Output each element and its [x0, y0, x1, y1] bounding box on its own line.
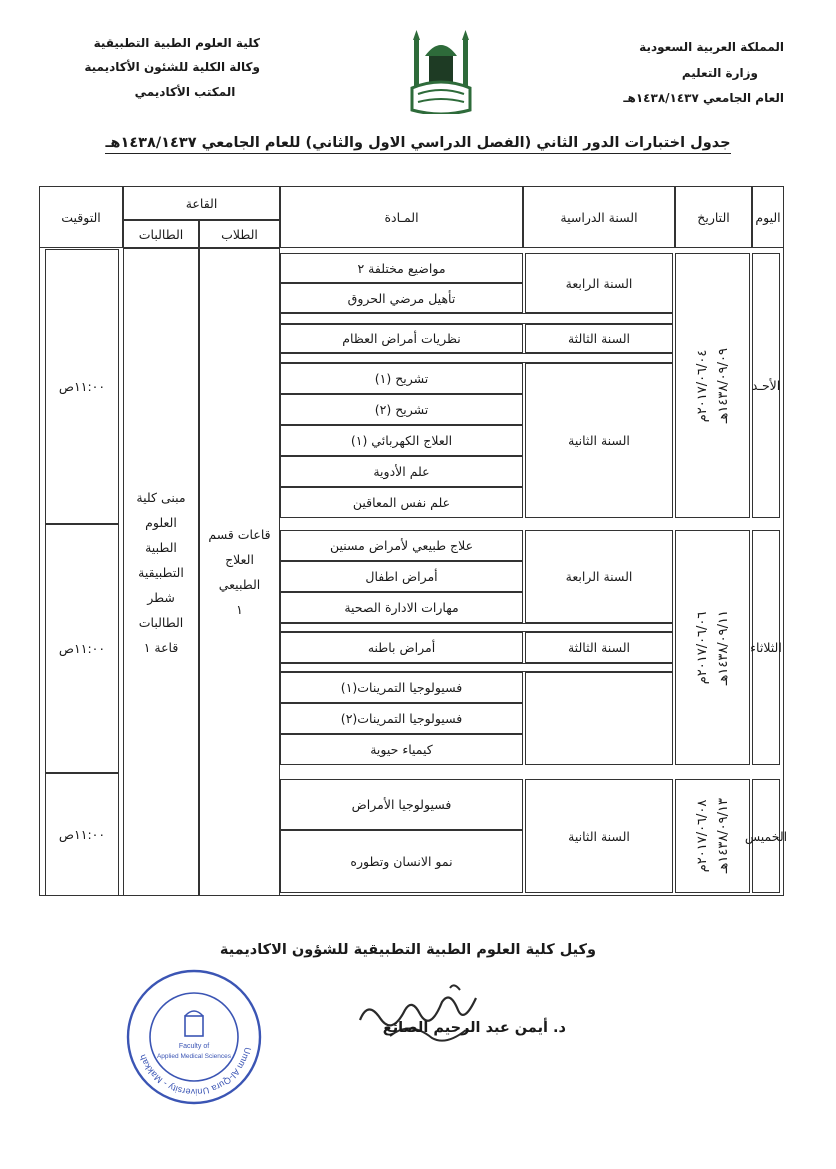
- date-cell: [675, 779, 750, 893]
- spacer-row: [280, 353, 673, 363]
- date-hijri: ١٤٣٨/٠٩/١١هـ: [715, 609, 731, 686]
- exam-time: ١١:٠٠ص: [58, 641, 106, 656]
- date-gregorian: ٢٠١٧/٠٦/٠٦م: [694, 611, 710, 684]
- date-hijri: ١٤٣٨/٠٩/١٣هـ: [715, 798, 731, 874]
- header-year: [523, 186, 675, 248]
- header-female-label: الطالبات: [138, 226, 184, 242]
- date-gregorian: ٢٠١٧/٠٦/٠٤م: [694, 349, 710, 422]
- study-year: السنة الثانية: [568, 433, 630, 448]
- day-cell: [752, 530, 780, 765]
- year-cell: [525, 530, 673, 623]
- female-hall-line: العلوم: [145, 514, 177, 530]
- ministry-line: وزارة التعليم: [681, 66, 758, 80]
- subject-name: علم الأدوية: [373, 464, 430, 479]
- handwritten-signature: [350, 980, 490, 1050]
- day-name: الأحـد: [751, 378, 781, 393]
- header-day: [752, 186, 784, 248]
- subject-name: أمراض باطنه: [367, 640, 436, 655]
- header-male-label: الطلاب: [221, 226, 258, 242]
- day-cell: [752, 253, 780, 518]
- year-cell: [525, 363, 673, 518]
- female-hall-line: شطر: [147, 589, 175, 605]
- spacer-row: [280, 313, 673, 324]
- year-cell: [525, 779, 673, 893]
- date-cell: [675, 253, 750, 518]
- study-year: السنة الثالثة: [567, 331, 631, 346]
- header-male: [199, 220, 280, 248]
- time-cell: [45, 249, 119, 524]
- exam-time: ١١:٠٠ص: [58, 827, 106, 842]
- university-logo-icon: [410, 26, 472, 114]
- vice-deanship-line: وكالة الكلية للشئون الأكاديمية: [84, 60, 260, 74]
- subject-name: فسيولوجيا التمرينات(١): [340, 680, 463, 695]
- female-hall-line: التطبيقية: [138, 564, 184, 580]
- subject-cell: [280, 734, 523, 765]
- subject-cell: [280, 703, 523, 734]
- female-hall-line: الطبية: [145, 539, 177, 555]
- subject-cell: [280, 363, 523, 394]
- header-day-label: اليوم: [755, 209, 781, 225]
- seal-faculty-line-1: Faculty of: [178, 1043, 210, 1050]
- date-values: [695, 610, 731, 685]
- subject-name: علم نفس المعاقين: [352, 495, 451, 510]
- study-year: السنة الرابعة: [565, 275, 633, 291]
- subject-name: كيمياء حيوية: [370, 742, 433, 757]
- subject-name: فسيولوجيا التمرينات(٢): [340, 711, 463, 726]
- male-hall-line: الطبيعي: [218, 577, 261, 592]
- header-hall-label: القاعة: [185, 195, 218, 211]
- subject-cell: [280, 283, 523, 313]
- subject-cell: [280, 830, 523, 893]
- header-hall: [123, 186, 280, 220]
- college-line: كلية العلوم الطبية التطبيقية: [93, 36, 260, 50]
- header-female: [123, 220, 199, 248]
- header-date-label: التاريخ: [697, 209, 730, 225]
- date-hijri: ١٤٣٨/٠٩/٠٩هـ: [715, 347, 731, 424]
- subject-cell: [280, 324, 523, 353]
- study-year: السنة الثانية: [568, 828, 630, 844]
- academic-year-line: العام الجامعي ١٤٣٨/١٤٣٧هـ: [623, 91, 784, 105]
- spacer-row: [280, 663, 673, 672]
- subject-cell: [280, 253, 523, 283]
- seal-university-text: Umm Al-Qura University - Makkah: [137, 1046, 253, 1098]
- header-date: [675, 186, 752, 248]
- subject-name: العلاج الكهربائي (١): [350, 433, 453, 448]
- header-subject-label: المـادة: [384, 209, 419, 225]
- subject-cell: [280, 456, 523, 487]
- subject-name: علاج طبيعي لأمراض مسنين: [329, 538, 474, 553]
- header-subject: [280, 186, 523, 248]
- date-gregorian: ٢٠١٧/٠٦/٠٨م: [694, 799, 710, 873]
- signatory-name: د. أيمن عبد الرحيم الصائغ: [382, 1020, 566, 1036]
- year-cell: [525, 253, 673, 313]
- subject-cell: [280, 561, 523, 592]
- subject-name: نظريات أمراض العظام: [342, 331, 461, 346]
- faculty-seal-stamp: [125, 968, 263, 1106]
- spacer-row: [280, 623, 673, 632]
- country-line: المملكة العربية السعودية: [639, 40, 784, 54]
- female-hall-line: قاعة ١: [143, 639, 179, 655]
- female-hall-line: مبنى كلية: [136, 489, 186, 505]
- female-hall-line: الطالبات: [138, 614, 184, 630]
- male-hall-cell: [199, 248, 280, 896]
- subject-name: تشريح (٢): [374, 402, 429, 417]
- subject-name: تأهيل مرضي الحروق: [347, 290, 456, 306]
- day-name: الخميس: [744, 828, 788, 844]
- subject-name: مهارات الادارة الصحية: [344, 600, 459, 615]
- header-time-label: التوقيت: [61, 209, 101, 225]
- seal-faculty-line-2: Applied Medical Sciences: [156, 1053, 232, 1060]
- date-values: [695, 798, 731, 873]
- subject-cell: [280, 592, 523, 623]
- time-cell: [45, 524, 119, 773]
- study-year: السنة الثالثة: [567, 640, 631, 655]
- signature-title: وكيل كلية العلوم الطبية التطبيقية للشؤون الاكاديمية: [219, 942, 596, 958]
- male-hall-line: قاعات قسم: [208, 527, 271, 542]
- date-values: [695, 348, 731, 423]
- subject-cell: [280, 632, 523, 663]
- subject-name: مواضيع مختلفة ٢: [357, 260, 446, 276]
- male-hall-line: العلاج: [225, 552, 254, 567]
- female-hall-cell: [123, 248, 199, 896]
- date-cell: [675, 530, 750, 765]
- subject-cell: [280, 530, 523, 561]
- subject-cell: [280, 425, 523, 456]
- header-time: [39, 186, 123, 248]
- subject-name: فسيولوجيا الأمراض: [351, 797, 452, 812]
- subject-name: تشريح (١): [374, 371, 429, 386]
- day-name: الثلاثاء: [750, 640, 782, 655]
- subject-cell: [280, 487, 523, 518]
- year-cell: [525, 632, 673, 663]
- year-cell: [525, 324, 673, 353]
- subject-cell: [280, 672, 523, 703]
- subject-cell: [280, 779, 523, 830]
- document-title: جدول اختبارات الدور الثاني (الفصل الدراسي الاول والثاني) للعام الجامعي ١٤٣٨/١٤٣٧هـ: [0, 135, 836, 151]
- academic-office-line: المكتب الأكاديمي: [134, 85, 236, 99]
- header-year-label: السنة الدراسية: [560, 209, 638, 225]
- subject-name: نمو الانسان وتطوره: [350, 854, 453, 869]
- male-hall-line: ١: [236, 602, 243, 617]
- study-year: السنة الرابعة: [565, 569, 633, 584]
- subject-cell: [280, 394, 523, 425]
- subject-name: أمراض اطفال: [365, 569, 438, 584]
- year-cell: [525, 672, 673, 765]
- day-cell: [744, 779, 788, 893]
- time-cell: [45, 773, 119, 896]
- exam-time: ١١:٠٠ص: [58, 379, 106, 394]
